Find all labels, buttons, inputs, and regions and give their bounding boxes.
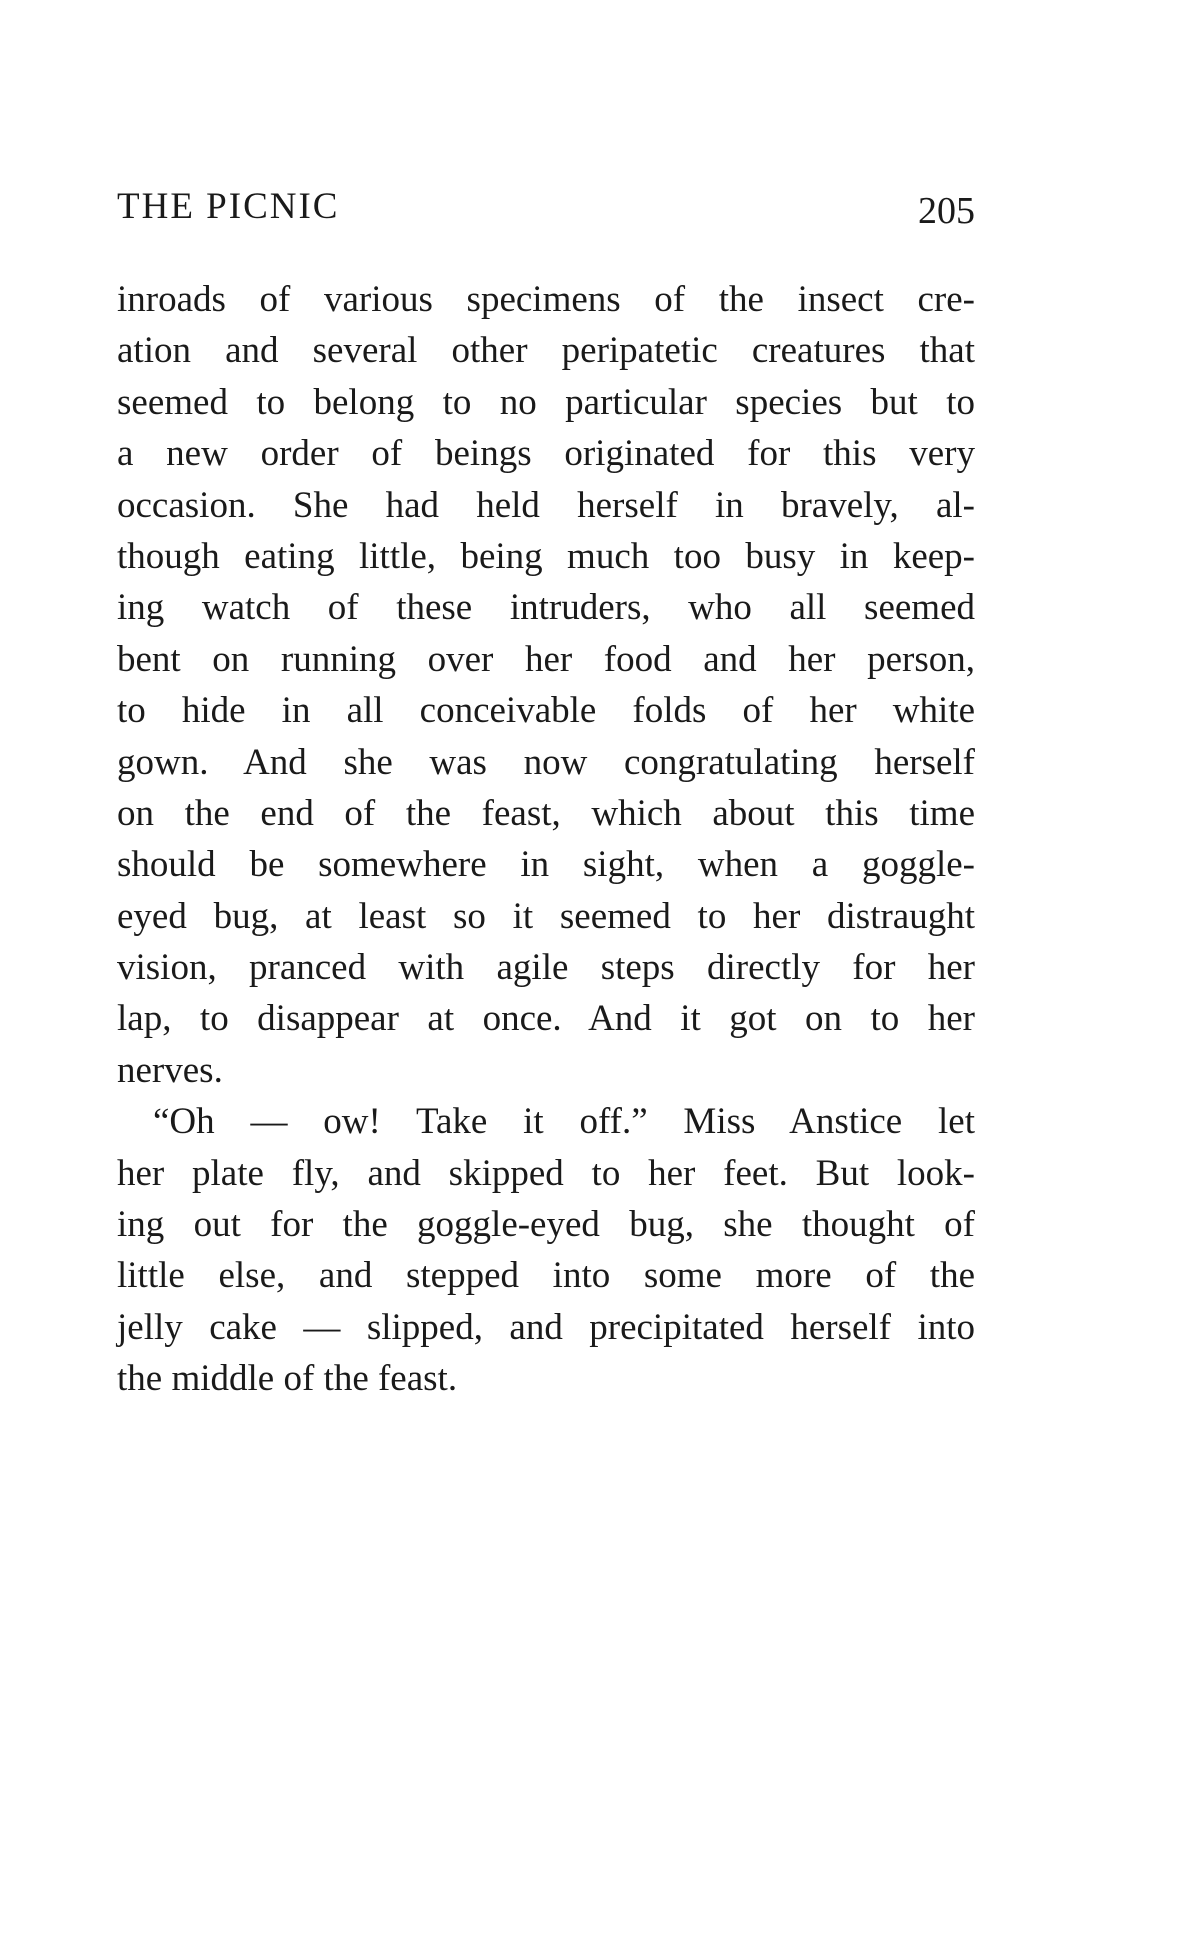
running-head <box>117 182 975 232</box>
text-line: occasion. She had held herself in bravely, al- <box>117 484 975 526</box>
text-line: ing out for the goggle-eyed bug, she thought of <box>117 1204 975 1246</box>
paragraph <box>117 1096 975 1404</box>
text-line: her plate fly, and skipped to her feet. But look- <box>117 1152 975 1194</box>
text-line: vision, pranced with agile steps directly for her <box>117 947 975 989</box>
text-line: gown. And she was now congratulating herself <box>117 741 975 783</box>
text-line: seemed to belong to no particular species but to <box>117 381 975 423</box>
page-number: 205 <box>918 190 975 232</box>
text-line: to hide in all conceivable folds of her white <box>117 690 975 732</box>
text-line: the middle of the feast. <box>117 1358 458 1400</box>
text-line: eyed bug, at least so it seemed to her distraught <box>117 895 975 937</box>
body-text <box>117 274 975 1405</box>
text-line: should be somewhere in sight, when a goggle- <box>117 844 975 886</box>
running-title: THE PICNIC <box>117 186 340 227</box>
text-line: bent on running over her food and her person, <box>117 638 975 680</box>
text-line: little else, and stepped into some more of the <box>117 1255 975 1297</box>
paragraph <box>117 274 975 1096</box>
text-line: inroads of various specimens of the insect cre- <box>117 279 975 320</box>
text-line: ing watch of these intruders, who all seemed <box>117 587 975 629</box>
text-line: a new order of beings originated for this very <box>117 433 975 475</box>
text-line: “Oh — ow! Take it off.” Miss Anstice let <box>153 1101 975 1143</box>
text-line: lap, to disappear at once. And it got on to her <box>117 998 975 1040</box>
text-line: ation and several other peripatetic creatures that <box>117 330 975 372</box>
text-line: though eating little, being much too busy in keep- <box>117 535 975 577</box>
text-line: on the end of the feast, which about this time <box>117 792 975 834</box>
text-line: nerves. <box>117 1049 223 1091</box>
text-line: jelly cake — slipped, and precipitated herself into <box>117 1306 975 1348</box>
